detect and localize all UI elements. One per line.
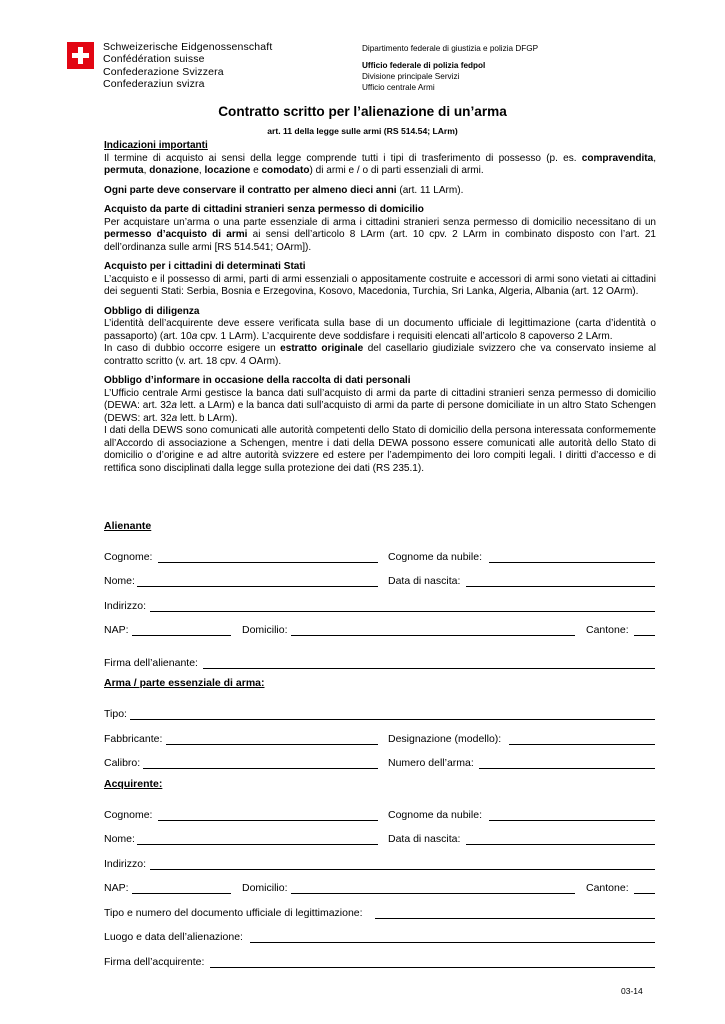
- confederation-rm: Confederaziun svizra: [103, 77, 205, 90]
- seller-zip-label: NAP:: [104, 624, 129, 636]
- section-body: L’identità dell’acquirente deve essere verificata sulla base di un documento ufficiale di legittimazione (carta d’identità o passaporto) (art. 10a cpv. 1 LArm). L’acquirente deve soddisfare i requisiti elencati all’articolo 8 capoverso 2 LArm.: [104, 318, 656, 342]
- seller-residence-field[interactable]: [291, 635, 575, 636]
- section-body: Ogni parte deve conservare il contratto per almeno dieci anni (art. 11 LArm).: [104, 184, 464, 196]
- seller-canton-label: Cantone:: [586, 624, 629, 636]
- confederation-names: [103, 41, 272, 90]
- weapon-manufacturer-label: Fabbricante:: [104, 733, 163, 745]
- buyer-canton-label: Cantone:: [586, 882, 629, 894]
- buyer-birth-date-label: Data di nascita:: [388, 833, 461, 845]
- section-important: [104, 140, 656, 178]
- division: Divisione principale Servizi: [362, 72, 460, 81]
- buyer-surname-label: Cognome:: [104, 809, 153, 821]
- seller-zip-field[interactable]: [132, 635, 231, 636]
- weapon-number-label: Numero dell’arma:: [388, 757, 474, 769]
- seller-canton-field[interactable]: [634, 635, 655, 636]
- section-heading: Acquisto da parte di cittadini stranieri senza permesso di domicilio: [104, 204, 424, 215]
- seller-address-field[interactable]: [150, 611, 655, 612]
- buyer-address-label: Indirizzo:: [104, 858, 147, 870]
- weapon-type-label: Tipo:: [104, 708, 127, 720]
- section-body: In caso di dubbio occorre esigere un estratto originale del casellario giudiziale svizzero che va conservato insieme al contratto scritto (v. art. 18 cpv. 4 OArm).: [104, 343, 656, 367]
- seller-first-name-label: Nome:: [104, 575, 135, 587]
- buyer-birth-date-field[interactable]: [466, 844, 655, 845]
- buyer-canton-field[interactable]: [634, 893, 655, 894]
- seller-signature-field[interactable]: [203, 668, 655, 669]
- section-diligence: [104, 306, 656, 369]
- section-foreigners: [104, 204, 656, 254]
- confederation-fr: Confédération suisse: [103, 53, 205, 66]
- department-block: [362, 43, 538, 93]
- buyer-signature-label: Firma dell’acquirente:: [104, 956, 205, 968]
- section-heading: Obbligo d’informare in occasione della raccolta di dati personali: [104, 375, 411, 386]
- buyer-first-name-label: Nome:: [104, 833, 135, 845]
- section-body: Il termine di acquisto ai sensi della legge comprende tutti i tipi di trasferimento di possesso (p. es. compravendita, permuta, donazione, locazione e comodato) di armi e / o di parti essenziali di armi.: [104, 152, 656, 176]
- swiss-flag-icon: [67, 42, 94, 69]
- buyer-maiden-name-label: Cognome da nubile:: [388, 809, 482, 821]
- seller-birth-date-field[interactable]: [466, 586, 655, 587]
- buyer-first-name-field[interactable]: [137, 844, 378, 845]
- section-states: [104, 261, 656, 299]
- seller-residence-label: Domicilio:: [242, 624, 288, 636]
- section-keep: [104, 185, 656, 198]
- buyer-signature-field[interactable]: [210, 967, 655, 968]
- weapon-model-label: Designazione (modello):: [388, 733, 502, 745]
- weapon-manufacturer-field[interactable]: [166, 744, 378, 745]
- buyer-zip-field[interactable]: [132, 893, 231, 894]
- seller-first-name-field[interactable]: [137, 586, 378, 587]
- seller-heading: Alienante: [104, 520, 152, 532]
- seller-address-label: Indirizzo:: [104, 600, 147, 612]
- place-date-label: Luogo e data dell’alienazione:: [104, 931, 243, 943]
- seller-surname-field[interactable]: [158, 562, 378, 563]
- unit: Ufficio centrale Armi: [362, 83, 435, 92]
- weapon-heading: Arma / parte essenziale di arma:: [104, 677, 265, 689]
- weapon-number-field[interactable]: [479, 768, 655, 769]
- department: Dipartimento federale di giustizia e polizia DFGP: [362, 44, 539, 53]
- weapon-type-field[interactable]: [130, 719, 655, 720]
- buyer-heading: Acquirente:: [104, 778, 163, 790]
- confederation-it: Confederazione Svizzera: [103, 65, 224, 78]
- id-document-field[interactable]: [375, 918, 655, 919]
- buyer-residence-field[interactable]: [291, 893, 575, 894]
- weapon-caliber-field[interactable]: [143, 768, 378, 769]
- seller-birth-date-label: Data di nascita:: [388, 575, 461, 587]
- section-heading: Indicazioni importanti: [104, 140, 208, 151]
- id-document-label: Tipo e numero del documento ufficiale di legittimazione:: [104, 907, 363, 919]
- buyer-residence-label: Domicilio:: [242, 882, 288, 894]
- buyer-address-field[interactable]: [150, 869, 655, 870]
- seller-surname-label: Cognome:: [104, 551, 153, 563]
- section-body: L’Ufficio centrale Armi gestisce la banca dati sull’acquisto di armi da parte di cittadini stranieri senza permesso di domicilio (DEWA: art. 32a lett. a LArm) e la banca dati sull’acquisto di armi da parte di persone domiciliate in un altro Stato Schengen (DEWS: art. 32a lett. b LArm).: [104, 387, 656, 424]
- confederation-de: Schweizerische Eidgenossenschaft: [103, 41, 273, 53]
- information-text: [104, 140, 656, 482]
- weapon-model-field[interactable]: [509, 744, 655, 745]
- page-title: Contratto scritto per l’alienazione di un’arma: [218, 104, 507, 119]
- seller-signature-label: Firma dell’alienante:: [104, 657, 198, 669]
- buyer-zip-label: NAP:: [104, 882, 129, 894]
- seller-maiden-name-label: Cognome da nubile:: [388, 551, 482, 563]
- office: Ufficio federale di polizia fedpol: [362, 61, 486, 70]
- document-code: 03-14: [621, 986, 643, 996]
- weapon-caliber-label: Calibro:: [104, 757, 141, 769]
- place-date-field[interactable]: [250, 942, 655, 943]
- buyer-maiden-name-field[interactable]: [489, 820, 655, 821]
- section-heading: Obbligo di diligenza: [104, 305, 200, 317]
- seller-maiden-name-field[interactable]: [489, 562, 655, 563]
- section-body: I dati della DEWS sono comunicati alle autorità competenti dello Stato di domicilio della persona interessata conformemente all’Accordo di associazione a Schengen, mentre i dati della DEWA possono essere comunicati alle autorità dello Stato di domicilio o d’origine e ad altre autorità svizzere ed estere per l’adempimento dei loro compiti legali. I diritti d’accesso e di rettifica sono disciplinati dalla legge sulla protezione dei dati (RS 235.1).: [104, 425, 656, 474]
- buyer-surname-field[interactable]: [158, 820, 378, 821]
- section-data: [104, 375, 656, 475]
- section-heading: Acquisto per i cittadini di determinati Stati: [104, 261, 306, 272]
- page-subtitle: art. 11 della legge sulle armi (RS 514.54; LArm): [267, 126, 458, 136]
- section-body: L’acquisto e il possesso di armi, parti di armi essenziali o appositamente costruite e accessori di armi sono vietati ai cittadini dei seguenti Stati: Serbia, Bosnia e Erzegovina, Kosovo, Macedonia, Turchia, Sri Lanka, Algeria, Albania (art. 12 OArm).: [104, 273, 656, 297]
- section-body: Per acquistare un’arma o una parte essenziale di arma i cittadini stranieri senza permesso di domicilio necessitano di un permesso d’acquisto di armi ai sensi dell’articolo 8 LArm (art. 10 cpv. 2 LArm in combinato disposto con l’art. 21 dell’ordinanza sulle armi [RS 514.541; OArm]).: [104, 216, 656, 253]
